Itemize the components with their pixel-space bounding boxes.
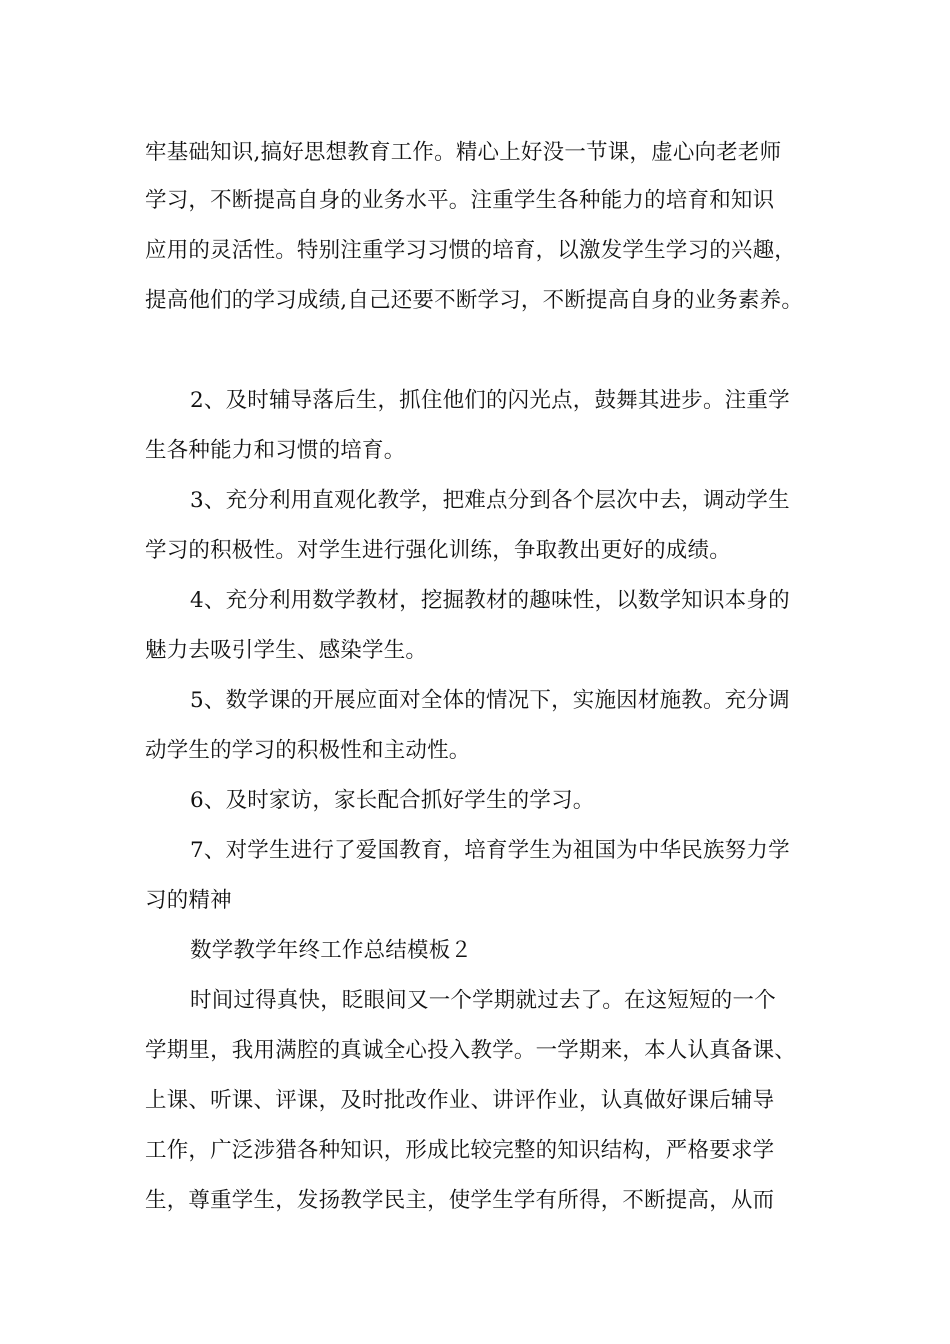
section-heading: 数学教学年终工作总结模板２ xyxy=(190,938,473,963)
text-line: 工作，广泛涉猎各种知识，形成比较完整的知识结构，严格要求学 xyxy=(145,1138,775,1163)
text-line: 7、对学生进行了爱国教育，培育学生为祖国为中华民族努力学 xyxy=(190,838,790,863)
text-line: 3、充分利用直观化教学，把难点分到各个层次中去，调动学生 xyxy=(190,488,790,513)
text-line: 学习，不断提高自身的业务水平。注重学生各种能力的培育和知识 xyxy=(145,188,775,213)
text-line: 动学生的学习的积极性和主动性。 xyxy=(145,738,471,763)
text-line: 5、数学课的开展应面对全体的情况下，实施因材施教。充分调 xyxy=(190,688,790,713)
text-line: 学习的积极性。对学生进行强化训练，争取教出更好的成绩。 xyxy=(145,538,731,563)
text-line: 上课、听课、评课，及时批改作业、讲评作业，认真做好课后辅导 xyxy=(145,1088,775,1113)
text-line: 生，尊重学生，发扬教学民主，使学生学有所得，不断提高，从而 xyxy=(145,1188,775,1213)
text-line: 应用的灵活性。特别注重学习习惯的培育，以激发学生学习的兴趣， xyxy=(145,238,797,263)
text-line: 魅力去吸引学生、感染学生。 xyxy=(145,638,428,663)
text-line: 牢基础知识,搞好思想教育工作。精心上好没一节课，虚心向老老师 xyxy=(145,140,782,165)
text-line: 4、充分利用数学教材，挖掘教材的趣味性，以数学知识本身的 xyxy=(190,588,790,613)
text-line: 习的精神 xyxy=(145,888,232,913)
text-line: 提高他们的学习成绩,自己还要不断学习，不断提高自身的业务素养。 xyxy=(145,288,804,313)
text-line: 2、及时辅导落后生，抓住他们的闪光点，鼓舞其进步。注重学 xyxy=(190,388,790,413)
text-line: 时间过得真快，眨眼间又一个学期就过去了。在这短短的一个 xyxy=(190,988,776,1013)
text-line: 学期里，我用满腔的真诚全心投入教学。一学期来，本人认真备课、 xyxy=(145,1038,797,1063)
text-line: 生各种能力和习惯的培育。 xyxy=(145,438,406,463)
text-line: 6、及时家访，家长配合抓好学生的学习。 xyxy=(190,788,595,813)
